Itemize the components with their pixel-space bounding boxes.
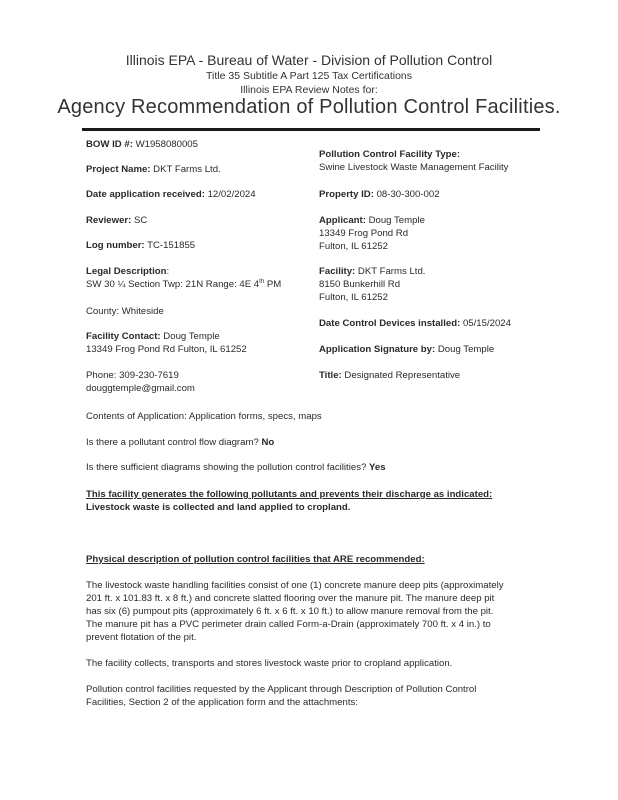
application-signature-value: Doug Temple <box>435 344 495 355</box>
date-installed <box>319 317 511 330</box>
diagrams-answer: Yes <box>369 462 386 473</box>
date-installed-label: Date Control Devices installed: <box>319 318 461 329</box>
county: County: Whiteside <box>86 306 164 317</box>
header-divider <box>82 128 540 131</box>
facility-label: Facility: <box>319 266 356 277</box>
signer-title-label: Title: <box>319 370 342 381</box>
facility-contact-value: Doug Temple <box>160 331 220 342</box>
facility-contact-address: 13349 Frog Pond Rd Fulton, IL 61252 <box>86 344 247 355</box>
diagrams-question-text: Is there sufficient diagrams showing the pollution control facilities? <box>86 462 369 473</box>
description-line-5: prevent flotation of the pit. <box>86 632 197 643</box>
applicant-address-line1: 13349 Frog Pond Rd <box>319 228 409 239</box>
facility-address-line2: Fulton, IL 61252 <box>319 292 388 303</box>
applicant-value: Doug Temple <box>365 215 425 226</box>
requested-line-1: Pollution control facilities requested by the Applicant through Description of Pollution Control <box>86 684 477 695</box>
bow-id-value: W1958080005 <box>132 139 198 150</box>
facility-contact <box>86 330 220 343</box>
pollutants-heading: This facility generates the following pollutants and prevents their discharge as indicated: <box>86 489 493 500</box>
facility-type-value: Swine Livestock Waste Management Facility <box>319 162 509 173</box>
date-received-label: Date application received: <box>86 189 205 200</box>
applicant-address-line2: Fulton, IL 61252 <box>319 241 388 252</box>
reviewer-label: Reviewer: <box>86 215 132 226</box>
collects-statement: The facility collects, transports and stores livestock waste prior to cropland application. <box>86 658 453 669</box>
application-signature <box>319 343 494 356</box>
agency-header: Illinois EPA - Bureau of Water - Division of Pollution Control <box>125 52 493 68</box>
description-line-1: The livestock waste handling facilities consist of one (1) concrete manure deep pits (approximately <box>86 580 504 591</box>
description-line-4: The manure pit has a PVC perimeter drain called Form-a-Drain (approximately 700 ft. x 4 in.) to <box>86 619 491 630</box>
log-number <box>86 239 195 252</box>
reviewer <box>86 214 147 227</box>
signer-title-value: Designated Representative <box>341 370 461 381</box>
review-notes-subtitle: Illinois EPA Review Notes for: <box>240 84 378 96</box>
property-id-value: 08-30-300-002 <box>373 189 440 200</box>
legal-description-value <box>86 278 281 291</box>
facility-address-line1: 8150 Bunkerhill Rd <box>319 279 401 290</box>
flow-diagram-question-text: Is there a pollutant control flow diagram? <box>86 437 262 448</box>
property-id-label: Property ID: <box>319 189 374 200</box>
flow-diagram-answer: No <box>261 437 275 448</box>
project-name-label: Project Name: <box>86 164 151 175</box>
date-installed-value: 05/15/2024 <box>460 318 511 329</box>
facility-contact-label: Facility Contact: <box>86 331 161 342</box>
application-signature-label: Application Signature by: <box>319 344 436 355</box>
facility-type-label: Pollution Control Facility Type: <box>319 149 461 160</box>
log-number-label: Log number: <box>86 240 145 251</box>
page-title: Agency Recommendation of Pollution Control Facilities. <box>57 96 561 118</box>
legal-description-label: Legal Description <box>86 266 167 277</box>
facility-value: DKT Farms Ltd. <box>355 266 426 277</box>
bow-id <box>86 138 198 151</box>
legal-description-heading <box>86 265 169 278</box>
log-number-value: TC-151855 <box>144 240 196 251</box>
project-name-value: DKT Farms Ltd. <box>150 164 221 175</box>
legal-description-sup: th <box>259 278 265 285</box>
applicant <box>319 214 425 227</box>
regulation-subtitle: Title 35 Subtitle A Part 125 Tax Certifications <box>205 70 413 82</box>
description-line-3: has six (6) pumpout pits (approximately 6 ft. x 6 ft. x 10 ft.) to allow manure removal from the pit. <box>86 606 494 617</box>
date-received-value: 12/02/2024 <box>204 189 256 200</box>
signer-title <box>319 369 460 382</box>
flow-diagram-question <box>86 436 274 449</box>
phone: Phone: 309-230-7619 <box>86 370 179 381</box>
legal-description-colon: : <box>166 266 170 277</box>
description-line-2: 201 ft. x 101.83 ft. x 8 ft.) and concrete slatted flooring over the manure pit. The manure deep pit <box>86 593 495 604</box>
applicant-label: Applicant: <box>319 215 366 226</box>
project-name <box>86 163 221 176</box>
reviewer-value: SC <box>131 215 148 226</box>
legal-description-post: PM <box>264 279 282 290</box>
diagrams-question <box>86 461 386 474</box>
physical-description-heading: Physical description of pollution control facilities that ARE recommended: <box>86 554 425 565</box>
application-contents: Contents of Application: Application forms, specs, maps <box>86 411 322 422</box>
facility <box>319 265 425 278</box>
date-received <box>86 188 256 201</box>
bow-id-label: BOW ID #: <box>86 139 133 150</box>
requested-line-2: Facilities, Section 2 of the application form and the attachments: <box>86 697 358 708</box>
legal-description-text: SW 30 ¼ Section Twp: 21N Range: 4E 4 <box>86 279 260 290</box>
property-id <box>319 188 440 201</box>
pollutants-text: Livestock waste is collected and land applied to cropland. <box>86 502 351 513</box>
email: douggtemple@gmail.com <box>86 383 195 394</box>
